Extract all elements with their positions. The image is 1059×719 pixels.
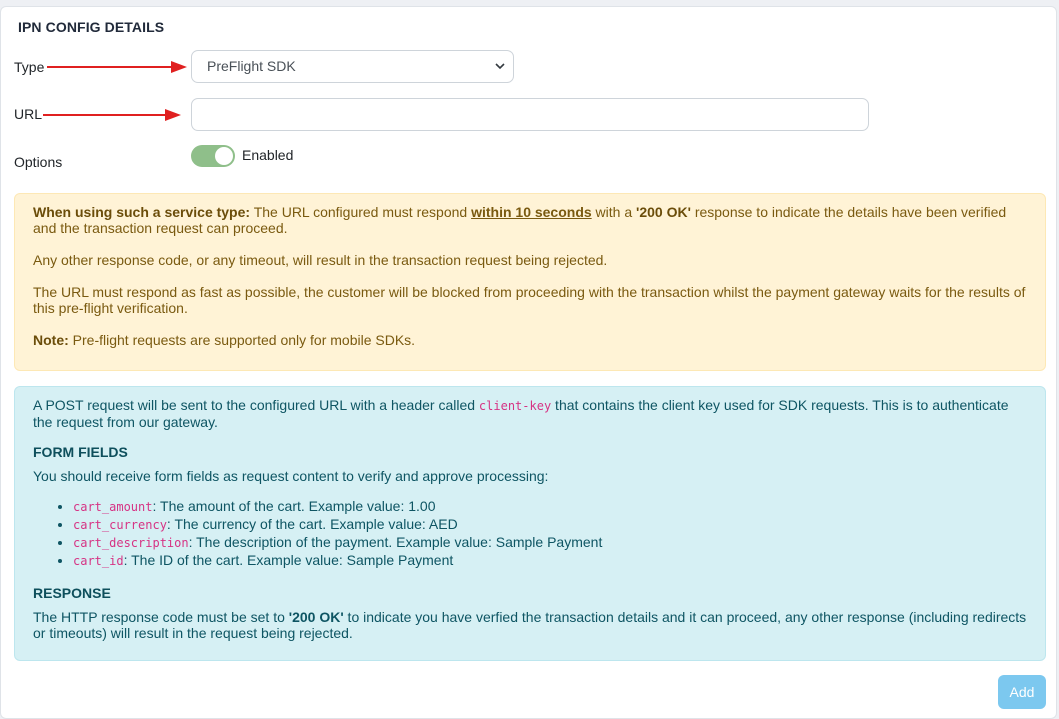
warning-paragraph-3: The URL must respond as fast as possible, the customer will be blocked from proceeding with the transaction whilst the payment gateway waits for the results of this pre-flight verification. (33, 284, 1026, 316)
info-text: to indicate you have verfied the transaction details and it can proceed, any other response (including redirects or timeouts) will result in the request being rejected. (33, 609, 1027, 641)
card-title: IPN CONFIG DETAILS (18, 19, 165, 35)
field-desc: : The description of the payment. Example value: Sample Payment (188, 534, 603, 550)
warning-text: The URL configured must respond (250, 204, 472, 220)
warning-paragraph-1 (33, 204, 1027, 236)
url-label: URL (14, 106, 43, 122)
field-name: cart_currency (73, 518, 167, 532)
url-input[interactable] (191, 98, 869, 131)
note-text: Pre-flight requests are supported only for mobile SDKs. (68, 332, 416, 348)
field-desc: : The currency of the cart. Example value: AED (166, 516, 458, 532)
client-key-code: client-key (478, 399, 552, 413)
info-intro (33, 397, 1027, 430)
field-name: cart_amount (73, 500, 153, 514)
add-button[interactable]: Add (998, 675, 1046, 709)
note-label: Note: (33, 332, 69, 348)
toggle-knob (215, 147, 233, 165)
type-label: Type (14, 59, 45, 75)
response-heading: RESPONSE (33, 585, 111, 601)
warning-ok-code: '200 OK' (636, 204, 691, 220)
info-text: A POST request will be sent to the configured URL with a header called (33, 397, 479, 413)
field-name: cart_id (73, 554, 124, 568)
field-name: cart_description (73, 536, 189, 550)
ipn-config-card (0, 6, 1057, 719)
warning-note (33, 332, 1027, 348)
field-desc: : The ID of the cart. Example value: Sample Payment (123, 552, 454, 568)
info-alert (14, 386, 1046, 661)
warning-text: response to indicate the details have been verified and the transaction request can proceed. (33, 204, 1007, 236)
options-label: Options (14, 154, 63, 170)
type-select-value: PreFlight SDK (207, 58, 296, 74)
list-item (73, 552, 1027, 570)
list-item (73, 498, 1027, 516)
enabled-toggle[interactable] (191, 145, 235, 167)
info-text: The HTTP response code must be set to (33, 609, 289, 625)
warning-alert (14, 193, 1046, 371)
toggle-label: Enabled (242, 147, 294, 163)
warning-text: with a (591, 204, 637, 220)
red-arrow-icon (43, 108, 183, 122)
list-item (73, 516, 1027, 534)
red-arrow-icon (47, 60, 187, 74)
form-fields-list (33, 498, 1027, 570)
warning-paragraph-2: Any other response code, or any timeout, will result in the transaction request being rejected. (33, 252, 608, 268)
chevron-down-icon (495, 61, 505, 71)
form-fields-text: You should receive form fields as request content to verify and approve processing: (33, 468, 549, 484)
list-item (73, 534, 1027, 552)
response-ok-code: '200 OK' (288, 609, 344, 625)
warning-bold-intro: When using such a service type: (33, 204, 251, 220)
warning-underline: within 10 seconds (471, 204, 592, 220)
type-select[interactable] (191, 50, 514, 83)
form-fields-heading: FORM FIELDS (33, 444, 128, 460)
info-text: that contains the client key used for SDK requests. This is to authenticate the request from our gateway. (33, 397, 1009, 430)
response-text (33, 609, 1027, 641)
field-desc: : The amount of the cart. Example value: 1.00 (152, 498, 436, 514)
